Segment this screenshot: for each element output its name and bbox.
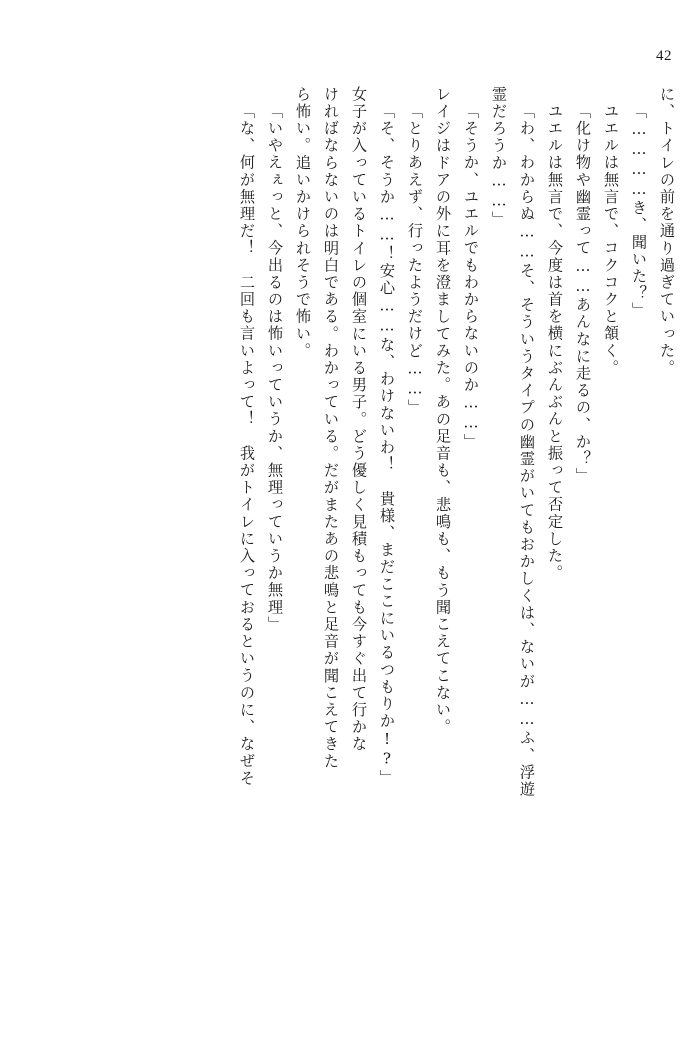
text-column: レイジはドアの外に耳を澄ましてみた。あの足音も、悲鳴も、もう聞こえてこない。	[434, 86, 452, 736]
vertical-text-body	[40, 86, 674, 1022]
text-column: ユエルは無言で、コクコクと頷く。	[602, 103, 620, 377]
text-column: 「とりあえず、行ったようだけど……」	[406, 103, 424, 417]
text-column: 霊だろうか……」	[490, 86, 508, 229]
page-number: 42	[656, 48, 672, 64]
text-column: 「化け物や幽霊って……あんなに走るの、か？」	[574, 103, 592, 485]
text-column: 「…………き、聞いた？」	[630, 103, 648, 320]
text-column: 女子が入っているトイレの個室にいる男子。どう優しく見積もっても今すぐ出て行かな	[350, 86, 368, 753]
text-column: ら怖い。追いかけられそうで怖い。	[294, 86, 312, 360]
text-column: ければならないのは明白である。わかっている。だがまたあの悲鳴と足音が聞こえてきた	[322, 86, 340, 770]
text-column: 「わ、わからぬ……そ、そういうタイプの幽霊がいてもおかしくは、ないが……ふ、浮遊	[518, 103, 536, 799]
text-column: ユエルは無言で、今度は首を横にぶんぶんと振って否定した。	[546, 103, 564, 582]
text-column: 「そうか、ユエルでもわからないのか……」	[462, 103, 480, 451]
text-column: 「いやえぇっと、今出るのは怖いっていうか、無理っていうか無理」	[266, 103, 284, 634]
text-column: に、トイレの前を通り過ぎていった。	[658, 86, 676, 377]
text-column: 「な、何が無理だ！ 二回も言いよって！ 我がトイレに入っておるというのに、なぜそ	[238, 103, 256, 787]
text-column: 「そ、そうか……！安心……な、わけないわ！ 貴様、まだここにいるつもりか!?」	[378, 103, 396, 787]
